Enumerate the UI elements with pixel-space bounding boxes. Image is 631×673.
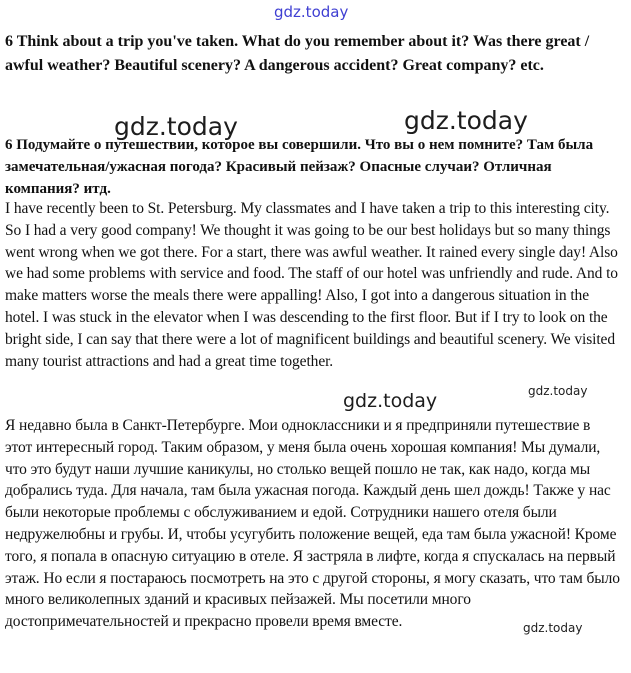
watermark-top: gdz.today — [274, 3, 349, 21]
task-prompt-russian: 6 Подумайте о путешествии, которое вы совершили. Что вы о нем помните? Там была замечательная/ужасная погода? Красивый пейзаж? Опасные случаи? Отличная компания? итд. — [5, 137, 594, 197]
watermark-small-right: gdz.today — [528, 384, 588, 398]
watermark-small-bottom: gdz.today — [523, 621, 583, 635]
watermark-large-left: gdz.today — [114, 112, 238, 141]
answer-english: I have recently been to St. Petersburg. My classmates and I have taken a trip to this interesting city. So I had a very good company! We thought it was going to be our best holidays but so many things went wrong when we got there. For a start, there was awful weather. It rained every single day! Also we had some problems with service and food. The staff of our hotel was unfriendly and rude. And to make matters worse the meals there were appalling! Also, I got into a dangerous situation in the hotel. I was stuck in the elevator when I was descending to the first floor. But if I try to look on the bright side, I can say that there were a lot of magnificent buildings and beautiful scenery. We visited many tourist attractions and had a great time together. — [5, 200, 618, 370]
answer-russian: Я недавно была в Санкт-Петербурге. Мои одноклассники и я предприняли путешествие в этот интересный город. Таким образом, у меня была очень хорошая компания! Мы думали, что это будут наши лучшие каникулы, но столько вещей пошло не так, как надо, когда мы добрались туда. Для начала, там была ужасная погода. Каждый день шел дождь! Также у нас были некоторые проблемы с обслуживанием и едой. Сотрудники нашего отеля были недружелюбны и грубы. И, чтобы усугубить положение вещей, еда там была ужасной! Кроме того, я попала в опасную ситуацию в отеле. Я застряла в лифте, когда я спускалась на первый этаж. Но если я постараюсь посмотреть на это с другой стороны, я могу сказать, что там было много великолепных зданий и красивых пейзажей. Мы посетили много достопримечательностей и прекрасно провели время вместе. — [5, 417, 620, 631]
watermark-medium: gdz.today — [343, 390, 438, 412]
task-prompt-english: 6 Think about a trip you've taken. What do you remember about it? Was there great / awful weather? Beautiful scenery? A dangerous accident? Great company? etc. — [5, 33, 590, 74]
watermark-large-right: gdz.today — [404, 106, 528, 135]
